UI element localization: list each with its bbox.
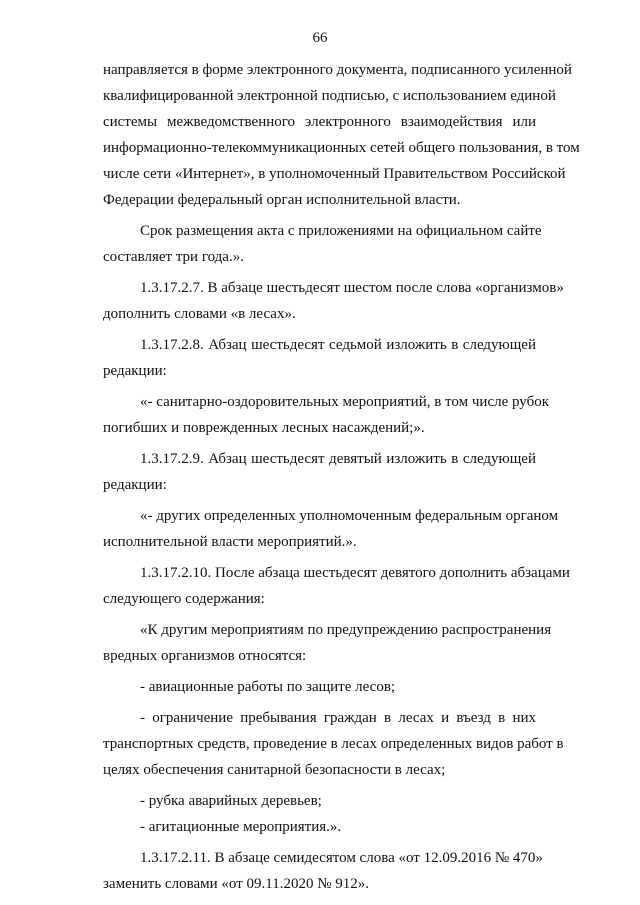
text-line: направляется в форме электронного документа, подписанного усиленной	[103, 62, 572, 78]
text-line: исполнительной власти мероприятий.».	[103, 534, 357, 550]
text-line: - авиационные работы по защите лесов;	[140, 679, 396, 695]
text-line: составляет три года.».	[103, 249, 244, 265]
text-line: - агитационные мероприятия.».	[140, 819, 342, 835]
text-line: погибших и поврежденных лесных насаждений;».	[103, 420, 425, 436]
text-line: 1.3.17.2.9. Абзац шестьдесят девятый изложить в следующей	[140, 451, 536, 467]
text-line: редакции:	[103, 363, 167, 379]
text-line: Федерации федеральный орган исполнительной власти.	[103, 192, 461, 208]
text-line: 1.3.17.2.11. В абзаце семидесятом слова «от 12.09.2016 № 470»	[140, 850, 543, 866]
text-line: «- других определенных уполномоченным федеральным органом	[140, 508, 559, 524]
text-line: информационно-телекоммуникационных сетей общего пользования, в том	[103, 140, 580, 156]
text-line: - ограничение пребывания граждан в лесах и въезд в них	[140, 710, 536, 726]
text-line: - рубка аварийных деревьев;	[140, 793, 322, 809]
text-line: «К другим мероприятиям по предупреждению распространения	[140, 622, 552, 638]
text-line: 1.3.17.2.10. После абзаца шестьдесят девятого дополнить абзацами	[140, 565, 570, 581]
text-line: заменить словами «от 09.11.2020 № 912».	[103, 876, 370, 892]
text-line: целях обеспечения санитарной безопасности в лесах;	[103, 762, 446, 778]
text-line: системы межведомственного электронного взаимодействия или	[103, 114, 536, 130]
text-line: квалифицированной электронной подписью, с использованием единой	[103, 88, 556, 104]
text-line: 1.3.17.2.8. Абзац шестьдесят седьмой изложить в следующей	[140, 337, 536, 353]
text-line: числе сети «Интернет», в уполномоченный Правительством Российской	[103, 166, 566, 182]
text-line: транспортных средств, проведение в лесах определенных видов работ в	[103, 736, 564, 752]
text-line: следующего содержания:	[103, 591, 265, 607]
text-line: Срок размещения акта с приложениями на официальном сайте	[140, 223, 542, 239]
text-line: 1.3.17.2.7. В абзаце шестьдесят шестом после слова «организмов»	[140, 280, 564, 296]
text-line: вредных организмов относятся:	[103, 648, 307, 664]
page-number: 66	[312, 30, 328, 46]
text-line: редакции:	[103, 477, 167, 493]
text-line: дополнить словами «в лесах».	[103, 306, 296, 322]
text-line: «- санитарно-оздоровительных мероприятий, в том числе рубок	[140, 394, 550, 410]
